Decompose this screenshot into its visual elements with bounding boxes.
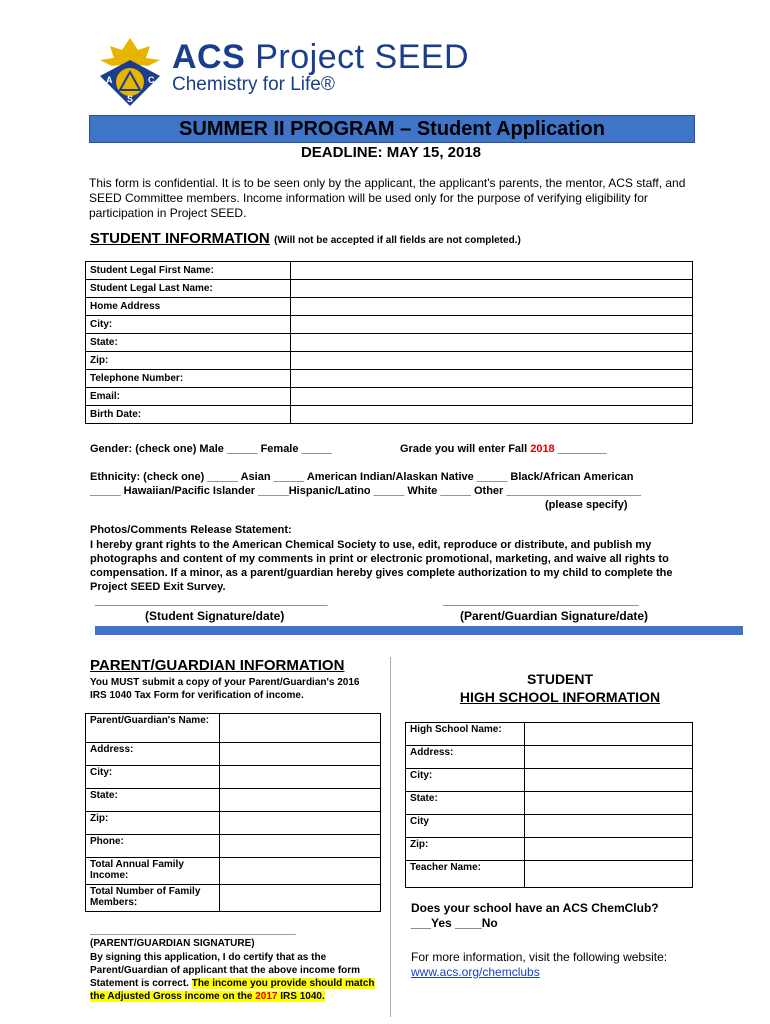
parent-signature-label: (Parent/Guardian Signature/date)	[460, 609, 649, 623]
school-city-field[interactable]	[525, 769, 693, 792]
table-row: Email:	[86, 388, 693, 406]
family-members-field[interactable]	[220, 885, 381, 912]
student-signature-line[interactable]: ______________________________________	[95, 595, 328, 607]
page-title: SUMMER II PROGRAM – Student Application	[89, 115, 695, 143]
parent-certify-text: By signing this application, I do certify that as the Parent/Guardian of applicant that the above income form Statement is correct. The income you provide should match the Adjusted Gross income on the 2017 IRS 1040.	[90, 952, 375, 1002]
table-row: Student Legal First Name:	[86, 262, 693, 280]
parent-state-field[interactable]	[220, 789, 381, 812]
table-row: Address:	[406, 746, 693, 769]
table-row: Student Legal Last Name:	[86, 280, 693, 298]
logo-name: ACS Project SEED	[172, 38, 470, 76]
table-row: City:	[86, 766, 381, 789]
svg-text:S: S	[127, 94, 134, 104]
school-state-field[interactable]	[525, 792, 693, 815]
table-row: Birth Date:	[86, 406, 693, 424]
parent-info-heading: PARENT/GUARDIAN INFORMATION	[90, 657, 345, 674]
release-title: Photos/Comments Release Statement:	[90, 524, 292, 536]
telephone-field[interactable]	[291, 370, 693, 388]
chemclub-options[interactable]: ___Yes ____No	[411, 916, 498, 930]
parent-address-field[interactable]	[220, 743, 381, 766]
svg-text:A: A	[106, 75, 113, 85]
student-signature-label: (Student Signature/date)	[145, 609, 285, 623]
table-row: Teacher Name:	[406, 861, 693, 888]
acs-seal-icon	[92, 36, 168, 108]
school-info-table	[405, 722, 693, 888]
table-row: Total Number of Family Members:	[86, 885, 381, 912]
table-row: High School Name:	[406, 723, 693, 746]
student-info-heading: STUDENT INFORMATION (Will not be accepted if all fields are not completed.)	[90, 230, 521, 247]
deadline: DEADLINE: MAY 15, 2018	[300, 144, 482, 161]
family-income-field[interactable]	[220, 858, 381, 885]
school-name-field[interactable]	[525, 723, 693, 746]
grade-line[interactable]: Grade you will enter Fall 2018 ________	[400, 443, 607, 455]
school-address-field[interactable]	[525, 746, 693, 769]
chemclubs-link[interactable]: www.acs.org/chemclubs	[411, 965, 540, 979]
teacher-name-field[interactable]	[525, 861, 693, 888]
table-row: State:	[86, 789, 381, 812]
ethnicity-line-2[interactable]: _____ Hawaiian/Pacific Islander _____Hispanic/Latino _____ White _____ Other ______________________	[90, 485, 641, 497]
parent-info-table	[85, 713, 381, 912]
parent-signature-line[interactable]: ________________________________	[443, 595, 639, 607]
more-info-text: For more information, visit the following website:	[411, 950, 668, 964]
parent-signature-label: (PARENT/GUARDIAN SIGNATURE)	[90, 938, 255, 949]
student-info-table	[85, 261, 693, 424]
email-field[interactable]	[291, 388, 693, 406]
home-address-field[interactable]	[291, 298, 693, 316]
parent-info-note: You MUST submit a copy of your Parent/Guardian's 2016 IRS 1040 Tax Form for verification of income.	[90, 677, 360, 701]
parent-phone-field[interactable]	[220, 835, 381, 858]
table-row: State:	[86, 334, 693, 352]
city-field[interactable]	[291, 316, 693, 334]
table-row: Parent/Guardian's Name:	[86, 714, 381, 743]
state-field[interactable]	[291, 334, 693, 352]
logo-tagline: Chemistry for Life®	[172, 74, 335, 95]
table-row: City:	[406, 769, 693, 792]
ethnicity-line-1[interactable]: Ethnicity: (check one) _____ Asian _____ American Indian/Alaskan Native _____ Black/African American	[90, 471, 634, 483]
table-row: Telephone Number:	[86, 370, 693, 388]
school-info-heading: STUDENT HIGH SCHOOL INFORMATION	[459, 671, 661, 705]
table-row: Phone:	[86, 835, 381, 858]
table-row: Total Annual Family Income:	[86, 858, 381, 885]
birth-date-field[interactable]	[291, 406, 693, 424]
table-row: City:	[86, 316, 693, 334]
release-body: I hereby grant rights to the American Chemical Society to use, edit, reproduce or distribute, and publish my photographs and content of my comments in print or electronic promotional, marketing, and waive all rights to compensation. If a minor, as a parent/guardian hereby gives complete authorization to my child to complete the Project SEED Exit Survey.	[90, 539, 673, 593]
last-name-field[interactable]	[291, 280, 693, 298]
section-divider	[95, 626, 743, 635]
acs-logo	[92, 36, 168, 108]
parent-name-field[interactable]	[220, 714, 381, 743]
intro-text: This form is confidential. It is to be seen only by the applicant, the applicant's parents, the mentor, ACS staff, and SEED Committee members. Income information will be used only for the purpose of verifying eligibility for participation in Project SEED.	[89, 176, 686, 220]
zip-field[interactable]	[291, 352, 693, 370]
table-row: Home Address	[86, 298, 693, 316]
table-row: City	[406, 815, 693, 838]
column-divider	[390, 657, 391, 1017]
chemclub-question: Does your school have an ACS ChemClub?	[411, 901, 659, 915]
parent-zip-field[interactable]	[220, 812, 381, 835]
school-zip-field[interactable]	[525, 838, 693, 861]
table-row: Zip:	[86, 812, 381, 835]
parent-signature-line[interactable]: _____________________________________	[90, 925, 296, 936]
gender-line[interactable]: Gender: (check one) Male _____ Female _____	[90, 443, 333, 455]
table-row: Address:	[86, 743, 381, 766]
school-city-field-2[interactable]	[525, 815, 693, 838]
first-name-field[interactable]	[291, 262, 693, 280]
table-row: State:	[406, 792, 693, 815]
svg-text:C: C	[148, 75, 155, 85]
ethnicity-specify: (please specify)	[545, 499, 628, 511]
parent-city-field[interactable]	[220, 766, 381, 789]
table-row: Zip:	[86, 352, 693, 370]
table-row: Zip:	[406, 838, 693, 861]
